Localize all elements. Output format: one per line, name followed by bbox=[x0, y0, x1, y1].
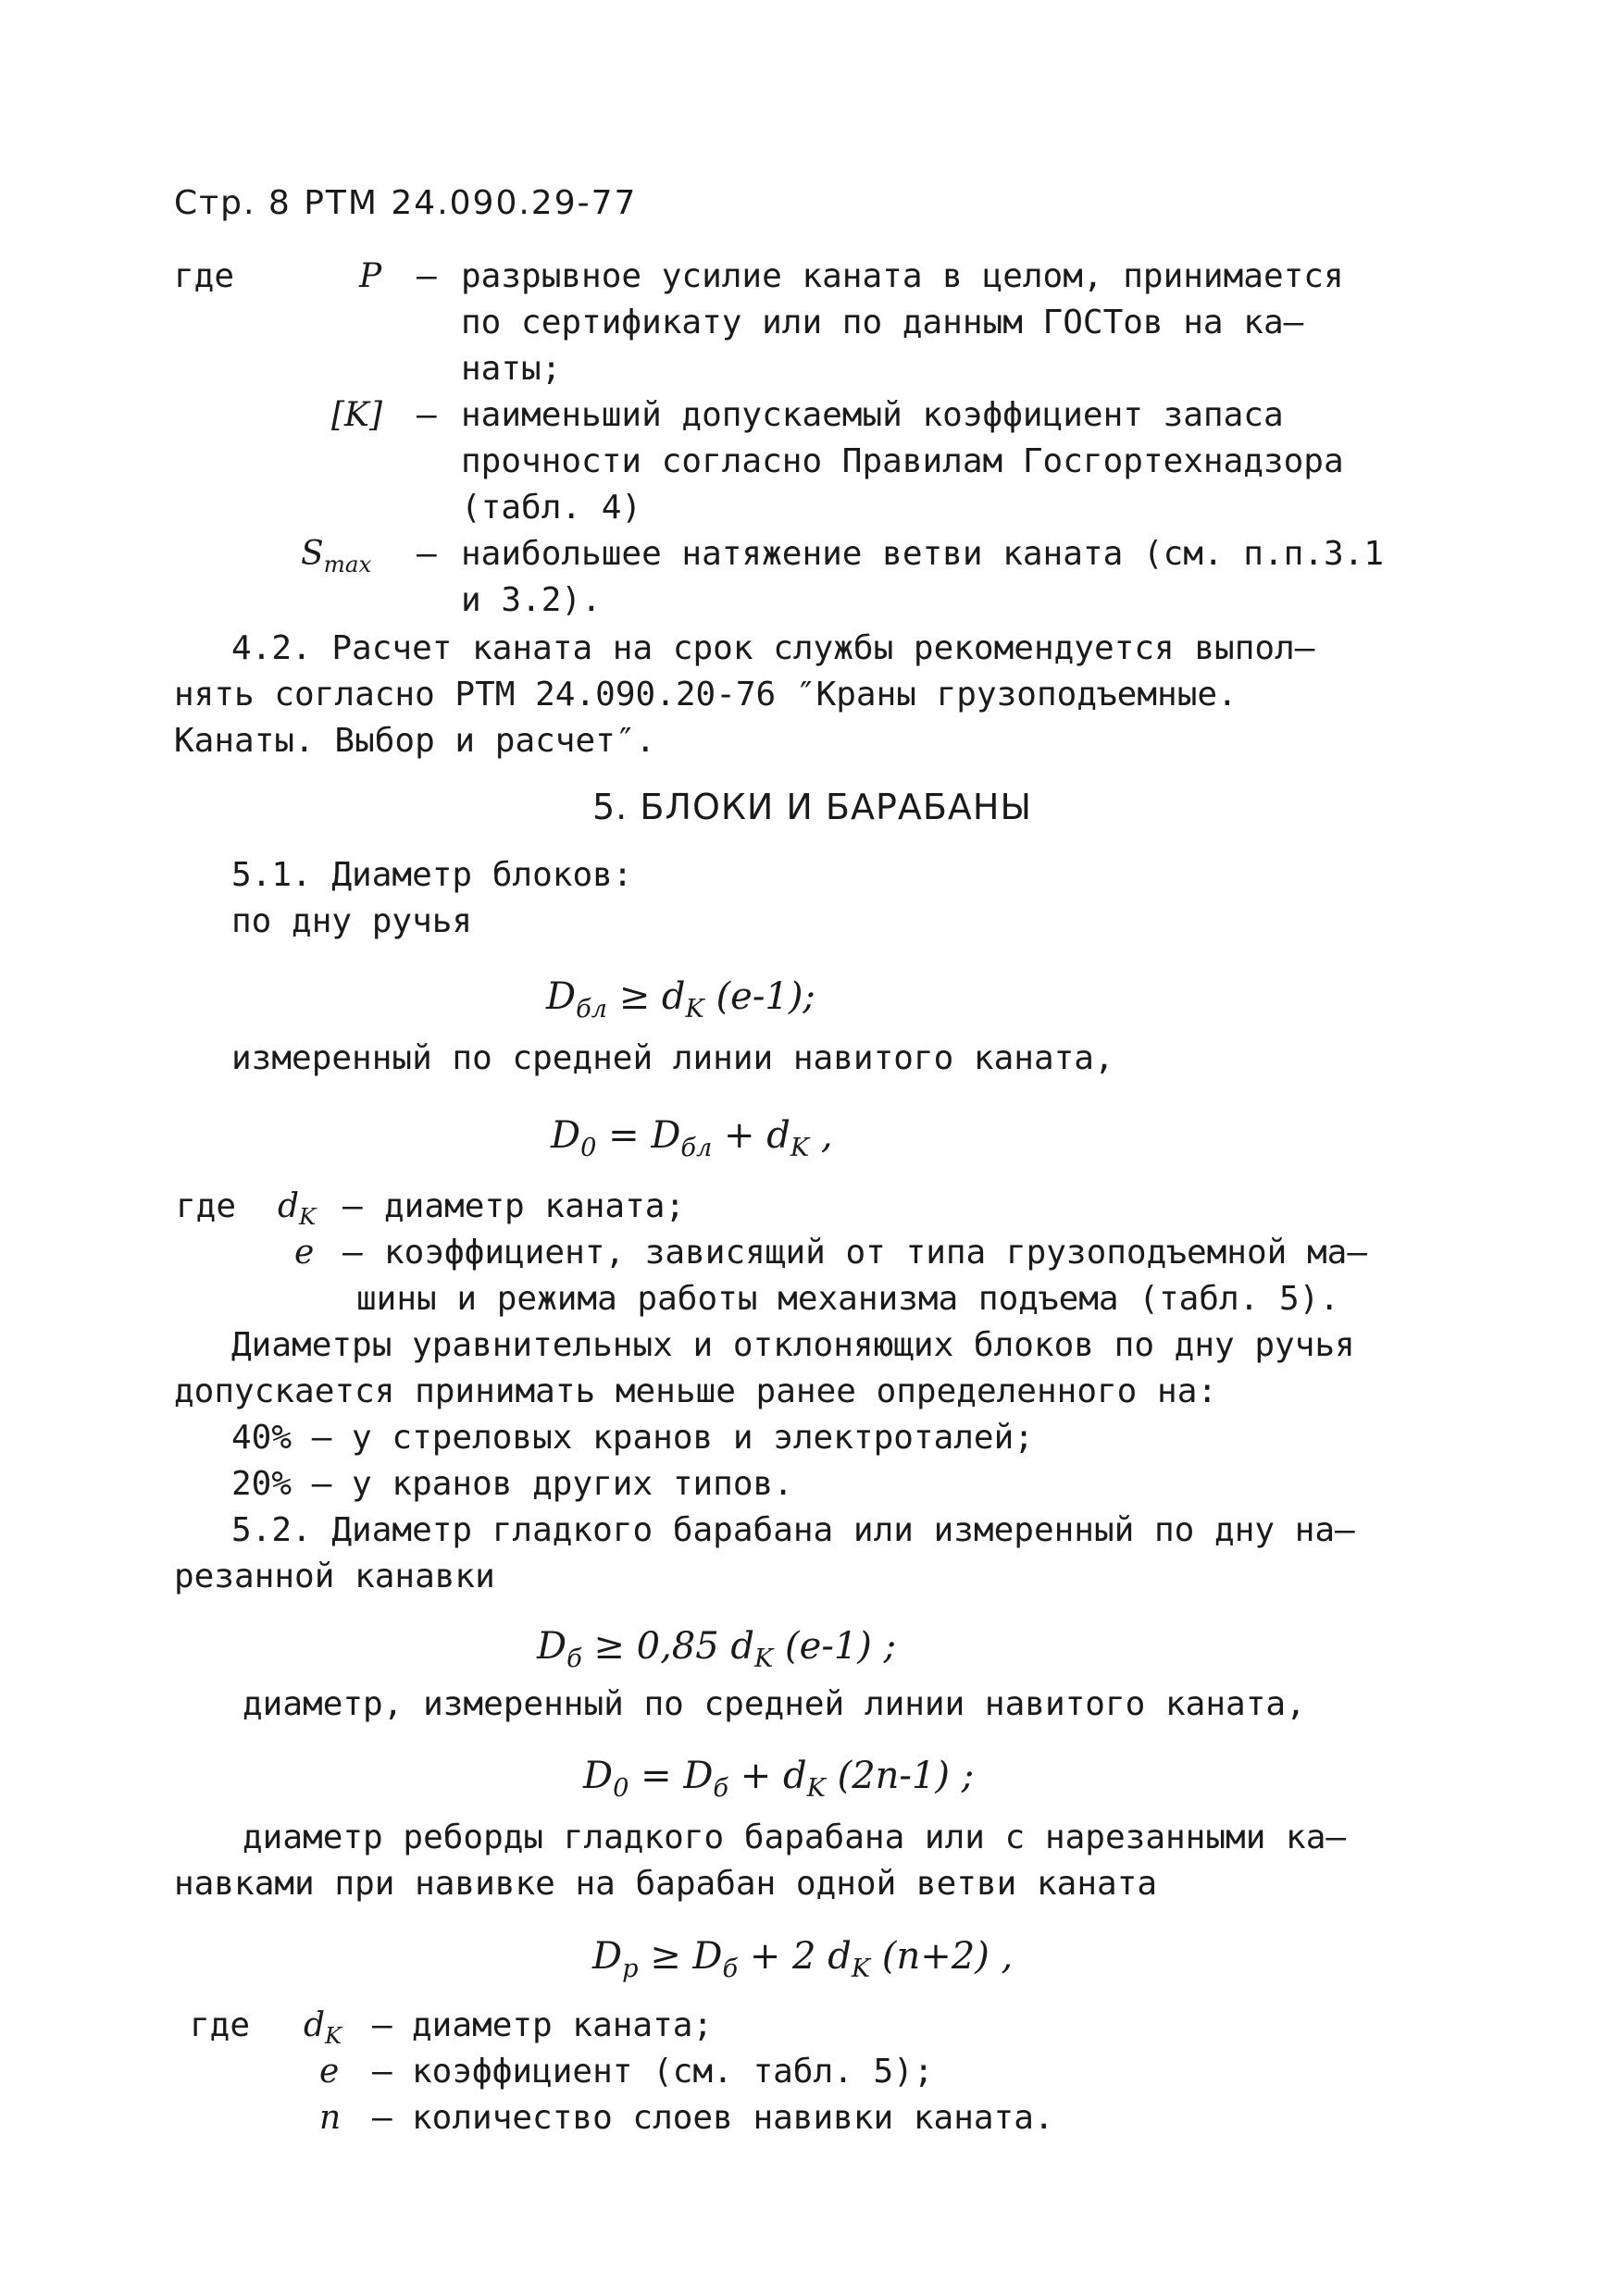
paragraph-4-2-line: нять согласно РТМ 24.090.20-76 ″Краны грузоподъемные. bbox=[174, 676, 1238, 714]
page-header: Стр. 8 РТМ 24.090.29-77 bbox=[174, 184, 638, 222]
definition-line: (табл. 4) bbox=[461, 489, 642, 527]
section-title: 5. БЛОКИ И БАРАБАНЫ bbox=[592, 787, 1033, 827]
formula-drum-mean-diameter: $D_0 = D_б + d_K$ (2n-1) ; bbox=[583, 1755, 975, 1803]
paragraph-4-2-line: 4.2. Расчет каната на срок службы рекомендуется выпол– bbox=[231, 629, 1315, 667]
paragraph-5-2-line: 5.2. Диаметр гладкого барабана или измеренный по дну на– bbox=[231, 1511, 1355, 1549]
definition-line: наибольшее натяжение ветви каната (см. п.п.3.1 bbox=[461, 535, 1384, 573]
paragraph-5-1-sub: по дну ручья bbox=[231, 902, 473, 940]
definition-line: шины и режима работы механизма подъема (табл. 5). bbox=[356, 1280, 1340, 1318]
dash: – bbox=[417, 396, 437, 434]
definition-line: диаметр каната; bbox=[412, 2006, 714, 2044]
formula-block-diameter: $D_{бл} \ge d_K$ (e-1); bbox=[546, 975, 815, 1024]
list-item-20: 20% – у кранов других типов. bbox=[231, 1465, 793, 1503]
definition-line: количество слоев навивки каната. bbox=[412, 2099, 1054, 2137]
definition-line: и 3.2). bbox=[461, 581, 602, 619]
paragraph-diameters-line: Диаметры уравнительных и отклоняющих блоков по дну ручья bbox=[231, 1326, 1355, 1364]
symbol-smax: $S_{max}$ bbox=[301, 535, 372, 577]
symbol-p: P bbox=[359, 257, 382, 295]
where-label: где bbox=[176, 1187, 237, 1225]
paragraph-4-2-line: Канаты. Выбор и расчет″. bbox=[174, 722, 656, 760]
symbol-e: e bbox=[319, 2053, 340, 2091]
definition-line: диаметр каната; bbox=[384, 1187, 686, 1225]
dash: – bbox=[417, 535, 437, 573]
where-label: где bbox=[174, 257, 235, 295]
formula-flange-diameter: $D_р \ge D_б + 2$ $d_K$ (n+2) , bbox=[592, 1935, 1014, 1983]
paragraph-5-2-line: резанной канавки bbox=[174, 1558, 495, 1595]
definition-line: коэффициент, зависящий от типа грузоподъемной ма– bbox=[384, 1234, 1368, 1272]
where-label: где bbox=[190, 2006, 251, 2044]
flange-text-line: диаметр реборды гладкого барабана или с нарезанными ка– bbox=[243, 1818, 1347, 1856]
definition-line: разрывное усилие каната в целом, принимается bbox=[461, 257, 1344, 295]
symbol-dk: $d_K$ bbox=[304, 2006, 342, 2049]
paragraph-diameters-line: допускается принимать меньше ранее определенного на: bbox=[174, 1372, 1218, 1410]
list-item-40: 40% – у стреловых кранов и электроталей; bbox=[231, 1419, 1034, 1457]
symbol-k: [K] bbox=[331, 396, 382, 434]
flange-text-line: навками при навивке на барабан одной ветви каната bbox=[174, 1865, 1158, 1903]
definition-line: наты; bbox=[461, 350, 562, 388]
paragraph-5-1: 5.1. Диаметр блоков: bbox=[231, 856, 633, 894]
formula-drum-diameter: $D_б \ge 0,85$ $d_K$ (e-1) ; bbox=[537, 1625, 897, 1673]
definition-line: по сертификату или по данным ГОСТов на ка– bbox=[461, 304, 1304, 341]
formula-mean-diameter: $D_0 = D_{бл} + d_K$ , bbox=[551, 1114, 833, 1162]
definition-line: наименьший допускаемый коэффициент запаса bbox=[461, 396, 1284, 434]
symbol-dk: $d_K$ bbox=[278, 1187, 317, 1230]
dash: – bbox=[342, 1234, 363, 1272]
dash: – bbox=[342, 1187, 363, 1225]
dash: – bbox=[417, 257, 437, 295]
dash: – bbox=[372, 2006, 392, 2044]
dash: – bbox=[372, 2099, 392, 2137]
symbol-n: n bbox=[319, 2099, 342, 2137]
drum-mean-text: диаметр, измеренный по средней линии навитого каната, bbox=[243, 1685, 1306, 1723]
symbol-e: e bbox=[294, 1234, 315, 1272]
definition-line: коэффициент (см. табл. 5); bbox=[412, 2053, 934, 2091]
definition-line: прочности согласно Правилам Госгортехнадзора bbox=[461, 442, 1344, 480]
measured-text: измеренный по средней линии навитого каната, bbox=[231, 1039, 1114, 1077]
dash: – bbox=[372, 2053, 392, 2091]
